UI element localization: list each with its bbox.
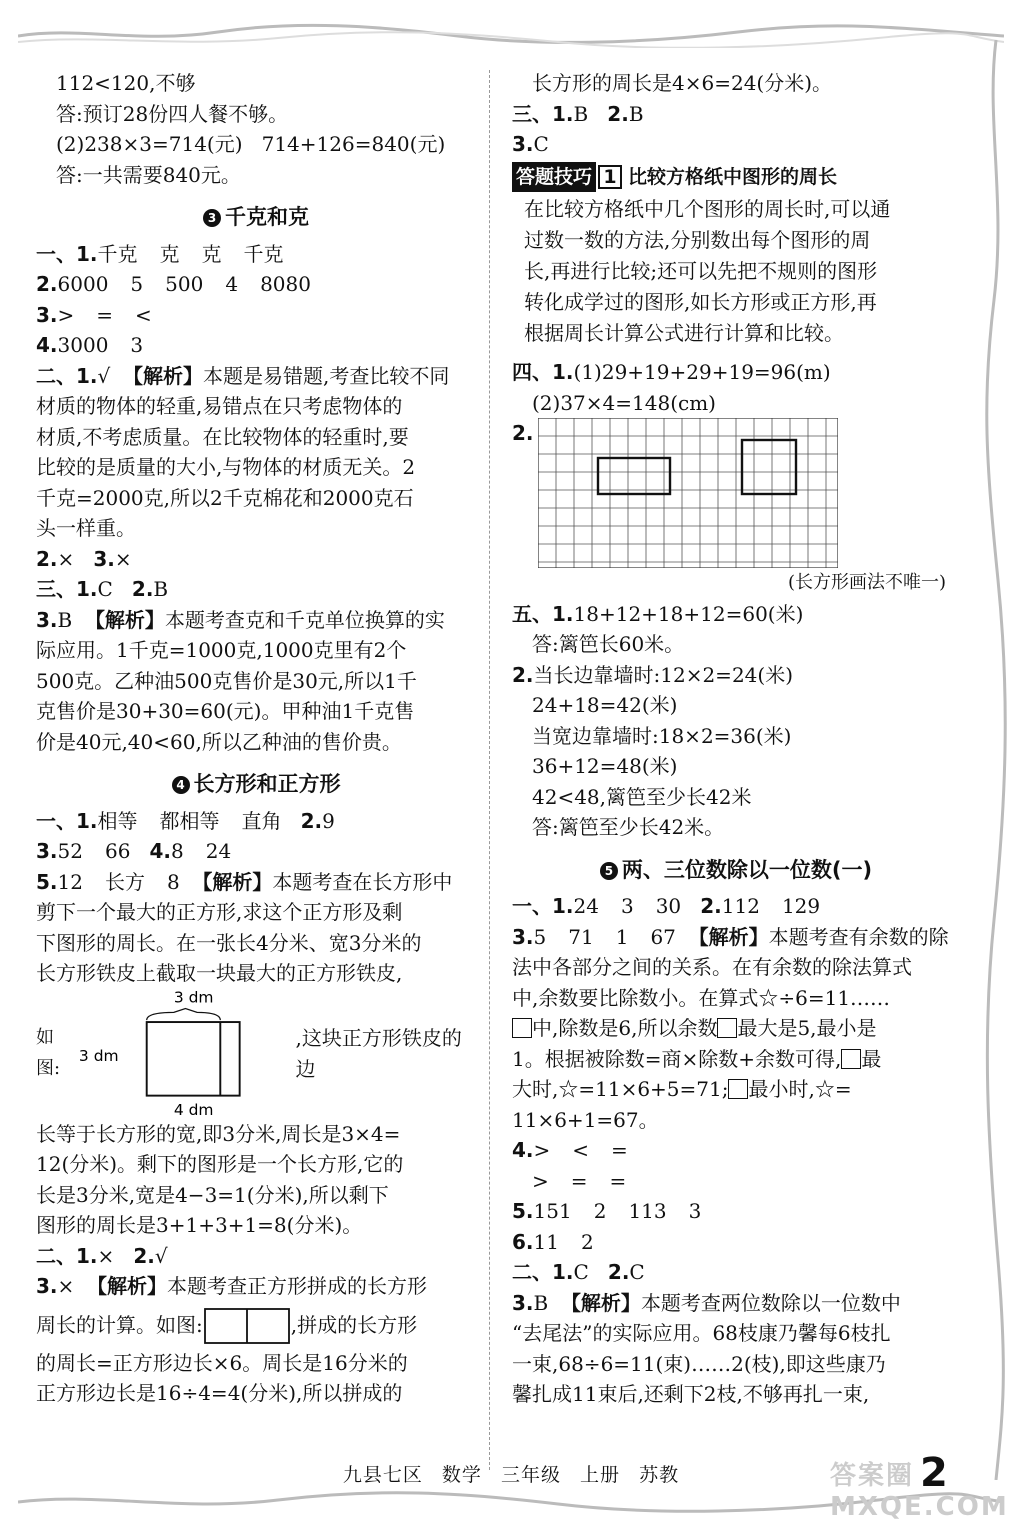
explanation-line: 12(分米)。剩下的图形是一个长方形,它的: [36, 1152, 404, 1176]
section-number: 5: [600, 862, 618, 880]
explanation-line: 11×6+1=67。: [512, 1107, 659, 1132]
answer-line: 二、1.C 2.C: [512, 1260, 645, 1284]
explanation-line: 图形的周长是3+1+3+1=8(分米)。: [36, 1213, 363, 1237]
blank-box-icon: [728, 1079, 748, 1099]
explanation-line: 馨扎成11束后,还剩下2枝,不够再扎一束,: [512, 1382, 870, 1406]
answer-line: 五、1.18+12+18+12=60(米): [512, 601, 804, 626]
answer-line: 二、1.√ 【解析】本题是易错题,考查比较不同: [36, 363, 450, 388]
tip-line: 长,再进行比较;还可以先把不规则的图形: [524, 259, 878, 283]
two-squares-figure: [203, 1307, 291, 1345]
answer-line: 5.151 2 113 3: [512, 1199, 702, 1223]
section-number: 4: [172, 776, 190, 794]
explanation-line: 际应用。1千克=1000克,1000克里有2个: [36, 638, 407, 662]
section-title: 两、三位数除以一位数(一): [621, 857, 873, 882]
blank-box-icon: [717, 1018, 737, 1038]
figure-label-top: 3 dm: [173, 988, 214, 1007]
answer-line: 3.52 66 4.8 24: [36, 839, 232, 863]
explanation-line: 千克=2000克,所以2千克棉花和2000克石: [36, 485, 414, 510]
footer-grade: 三年级: [500, 1464, 561, 1486]
section-heading-4: [36, 769, 476, 800]
explanation-line: 价是40元,40<60,所以乙种油的售价贵。: [36, 729, 402, 754]
answer-line: 3.> = <: [36, 302, 152, 327]
answer-line: 答:篱笆至少长42米。: [532, 815, 725, 839]
watermark: 答案圈 MXQE.COM: [830, 1461, 1009, 1522]
answer-line: 答:一共需要840元。: [56, 162, 241, 187]
tip-number: 1: [598, 165, 622, 189]
explanation-line: 周长的计算。如图: ,拼成的长方形: [36, 1302, 476, 1348]
explanation-line: 大时,☆=11×6+5=71; 最小时,☆=: [512, 1077, 852, 1101]
answer-line: 2.6000 5 500 4 8080: [36, 272, 311, 296]
blank-box-icon: [841, 1049, 861, 1069]
answer-line: 二、1.× 2.√: [36, 1243, 168, 1268]
figure-label-left: 3 dm: [78, 1046, 119, 1065]
answer-line: 5.12 长方 8 【解析】本题考查在长方形中: [36, 869, 453, 894]
answer-line: 三、1.C 2.B: [36, 577, 169, 601]
answer-line: 一、1.千克 克 克 千克: [36, 241, 284, 266]
answer-line: 3.B 【解析】本题考查两位数除以一位数中: [512, 1290, 901, 1315]
answer-line: 答:预订28份四人餐不够。: [56, 101, 289, 126]
section-title: 长方形和正方形: [193, 772, 341, 796]
answer-line: (2)238×3=714(元) 714+126=840(元): [56, 132, 446, 156]
answer-line: 三、1.B 2.B: [512, 101, 644, 126]
answer-line: > = =: [532, 1168, 627, 1193]
graph-paper-figure: [538, 418, 838, 568]
right-border-decoration: [982, 40, 1010, 1480]
tip-body: [512, 194, 960, 349]
explanation-line: 一束,68÷6=11(束)……2(枝),即这些康乃: [512, 1351, 886, 1376]
explanation-line: 长等于长方形的宽,即3分米,周长是3×4=: [36, 1121, 401, 1146]
figure-prefix: 如图:: [36, 1027, 61, 1079]
explanation-line: 法中各部分之间的关系。在有余数的除法算式: [512, 955, 912, 979]
explanation-line: 剪下一个最大的正方形,求这个正方形及剩: [36, 900, 403, 924]
answer-line: 3.× 【解析】本题考查正方形拼成的长方形: [36, 1274, 427, 1298]
cut-square-figure: [77, 989, 296, 1119]
answer-line: 4.3000 3: [36, 333, 144, 357]
explanation-line: 材质,不考虑质量。在比较物体的轻重时,要: [36, 424, 409, 449]
explanation-line: 材质的物体的轻重,易错点在只考虑物体的: [36, 394, 403, 418]
answer-line: 2.× 3.×: [36, 546, 132, 571]
answer-line: 一、1.24 3 30 2.112 129: [512, 894, 821, 918]
grid-answer-row: [512, 418, 960, 568]
answer-line: 24+18=42(米): [532, 693, 678, 717]
explanation-line: 比较的是质量的大小,与物体的材质无关。2: [36, 455, 416, 479]
question-label: 2.: [512, 421, 534, 445]
explanation-line: 长是3分米,宽是4−3=1(分米),所以剩下: [36, 1182, 389, 1207]
answer-line: 6.11 2: [512, 1229, 594, 1254]
explanation-line: 下图形的周长。在一张长4分米、宽3分米的: [36, 930, 422, 955]
answer-line: 一、1.相等 都相等 直角 2.9: [36, 808, 335, 833]
answer-line: 当宽边靠墙时:18×2=36(米): [532, 723, 792, 748]
answer-line: 四、1.(1)29+19+29+19=96(m): [512, 360, 831, 384]
answer-line: 3.C: [512, 132, 549, 156]
answer-line: 答:篱笆长60米。: [532, 632, 685, 656]
figure-label-bottom: 4 dm: [173, 1100, 214, 1119]
answer-line: 3.B 【解析】本题考查克和千克单位换算的实: [36, 607, 445, 632]
tip-badge: 答题技巧: [512, 162, 596, 193]
tip-line: 转化成学过的图形,如长方形或正方形,再: [524, 290, 877, 314]
footer-region: 九县七区: [342, 1464, 423, 1486]
explanation-line: 的周长=正方形边长×6。周长是16分米的: [36, 1350, 408, 1375]
footer-term: 上册: [580, 1464, 621, 1486]
tip-heading: [512, 162, 960, 193]
section-heading-5: [512, 855, 960, 886]
answer-line: 36+12=48(米): [532, 754, 678, 778]
explanation-line: 克售价是30+30=60(元)。甲种油1千克售: [36, 699, 415, 723]
explanation-line: 中,除数是6,所以余数 最大是5,最小是: [512, 1013, 960, 1044]
tip-line: 在比较方格纸中几个图形的周长时,可以通: [524, 197, 891, 221]
answer-line: 2.当长边靠墙时:12×2=24(米): [512, 662, 793, 687]
answer-line: 42<48,篱笆至少长42米: [532, 784, 752, 809]
tip-line: 根据周长计算公式进行计算和比较。: [524, 321, 844, 345]
footer-subject: 数学: [441, 1464, 482, 1486]
grid-note: (长方形画法不唯一): [787, 572, 946, 593]
tip-title: 比较方格纸中图形的周长: [628, 165, 838, 188]
tip-line: 过数一数的方法,分别数出每个图形的周: [524, 228, 871, 252]
answer-line: 长方形的周长是4×6=24(分米)。: [532, 71, 833, 95]
answer-line: 112<120,不够: [56, 71, 196, 95]
page-number: 2: [920, 1450, 948, 1496]
explanation-line: “去尾法”的实际应用。68枝康乃馨每6枝扎: [512, 1321, 891, 1345]
right-column: [512, 68, 960, 1410]
explanation-line: 1。根据被除数=商×除数+余数可得, 最: [512, 1046, 882, 1071]
footer-edition: 苏教: [639, 1464, 680, 1486]
answer-line: (2)37×4=148(cm): [532, 390, 716, 415]
section-heading-3: [36, 202, 476, 233]
section-title: 千克和克: [225, 205, 309, 229]
explanation-line: 头一样重。: [36, 516, 136, 540]
explanation-line: 正方形边长是16÷4=4(分米),所以拼成的: [36, 1381, 403, 1405]
explanation-line: 长方形铁皮上截取一块最大的正方形铁皮,: [36, 961, 403, 985]
top-border-decoration: [18, 22, 1004, 48]
explanation-line: 500克。乙种油500克售价是30元,所以1千: [36, 668, 417, 693]
rectangle-figure-row: [36, 989, 476, 1119]
left-column: [36, 68, 476, 1409]
answer-line: 3.5 71 1 67 【解析】本题考查有余数的除: [512, 924, 949, 949]
explanation-line: 中,余数要比除数小。在算式☆÷6=11……: [512, 985, 891, 1010]
section-number: 3: [203, 209, 221, 227]
blank-box-icon: [512, 1018, 532, 1038]
figure-caption: ,这块正方形铁皮的边: [295, 1026, 462, 1081]
answer-line: 4.> < =: [512, 1138, 628, 1162]
column-divider: [489, 70, 490, 1470]
